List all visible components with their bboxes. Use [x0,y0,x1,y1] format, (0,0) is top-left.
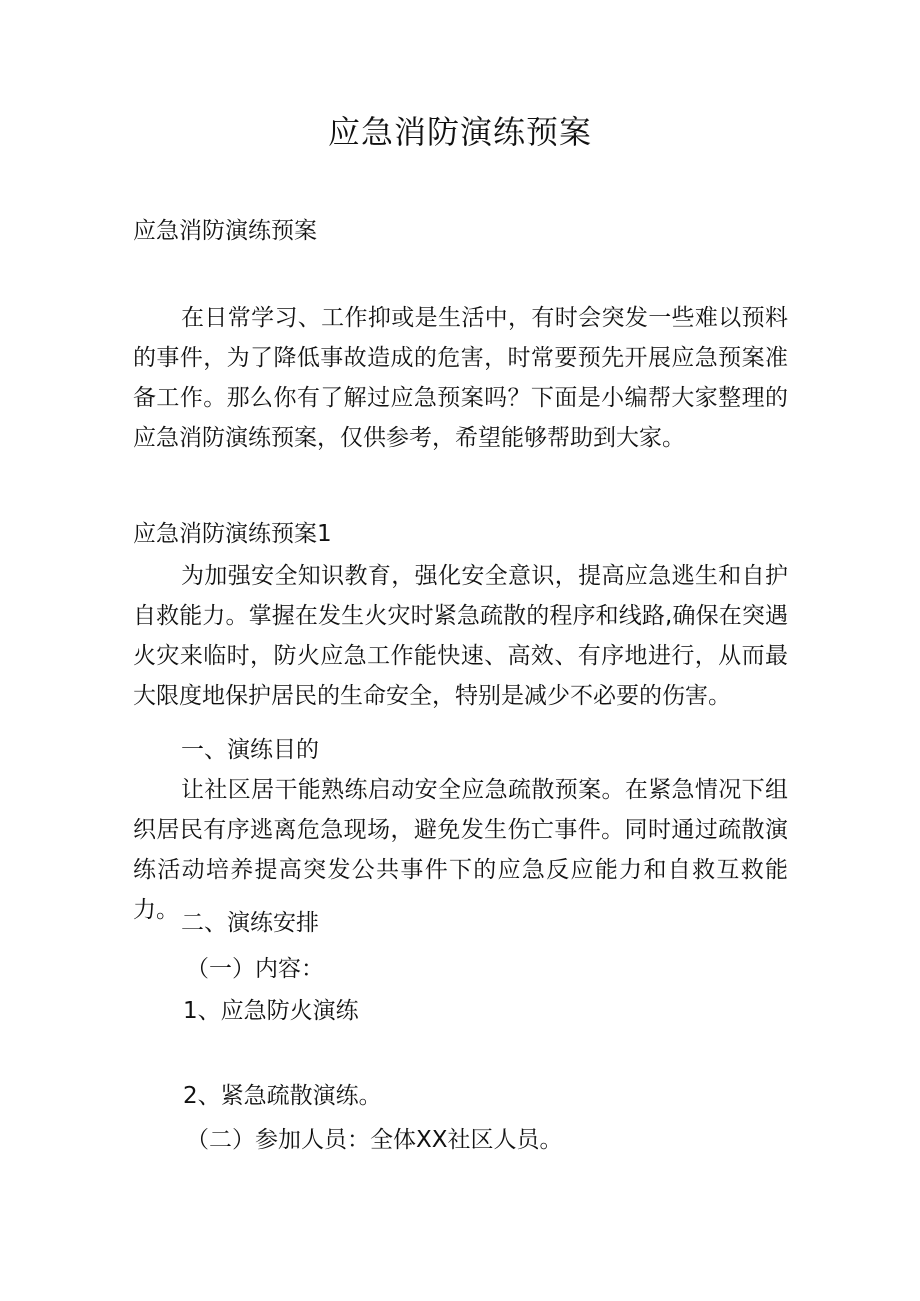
heading-arrangement: 二、演练安排 [181,910,319,936]
participants-line: （二）参加人员：全体XX社区人员。 [186,1127,563,1153]
purpose-paragraph: 让社区居干能熟练启动安全应急疏散预案。在紧急情况下组织居民有序逃离危急现场，避免发生伤亡事件。同时通过疏散演练活动培养提高突发公共事件下的应急反应能力和自救互救能力。 [133,777,788,923]
section1-paragraph: 为加强安全知识教育，强化安全意识，提高应急逃生和自护自救能力。掌握在发生火灾时紧急疏散的程序和线路,确保在突遇火灾来临时，防火应急工作能快速、高效、有序地进行，从而最大限度地保护居民的生命安全，特别是减少不必要的伤害。 [133,563,788,709]
list-item: 2、紧急疏散演练。 [183,1083,382,1109]
document-title: 应急消防演练预案 [327,113,592,151]
heading-purpose: 一、演练目的 [181,737,319,763]
document-subtitle: 应急消防演练预案 [133,218,317,244]
section1-heading: 应急消防演练预案1 [133,521,332,547]
list-item: 1、应急防火演练 [183,998,359,1024]
content-label: （一）内容： [186,956,324,982]
intro-paragraph: 在日常学习、工作抑或是生活中，有时会突发一些难以预料的事件，为了降低事故造成的危害，时常要预先开展应急预案准备工作。那么你有了解过应急预案吗？下面是小编帮大家整理的应急消防演练预案，仅供参考，希望能够帮助到大家。 [133,305,788,451]
